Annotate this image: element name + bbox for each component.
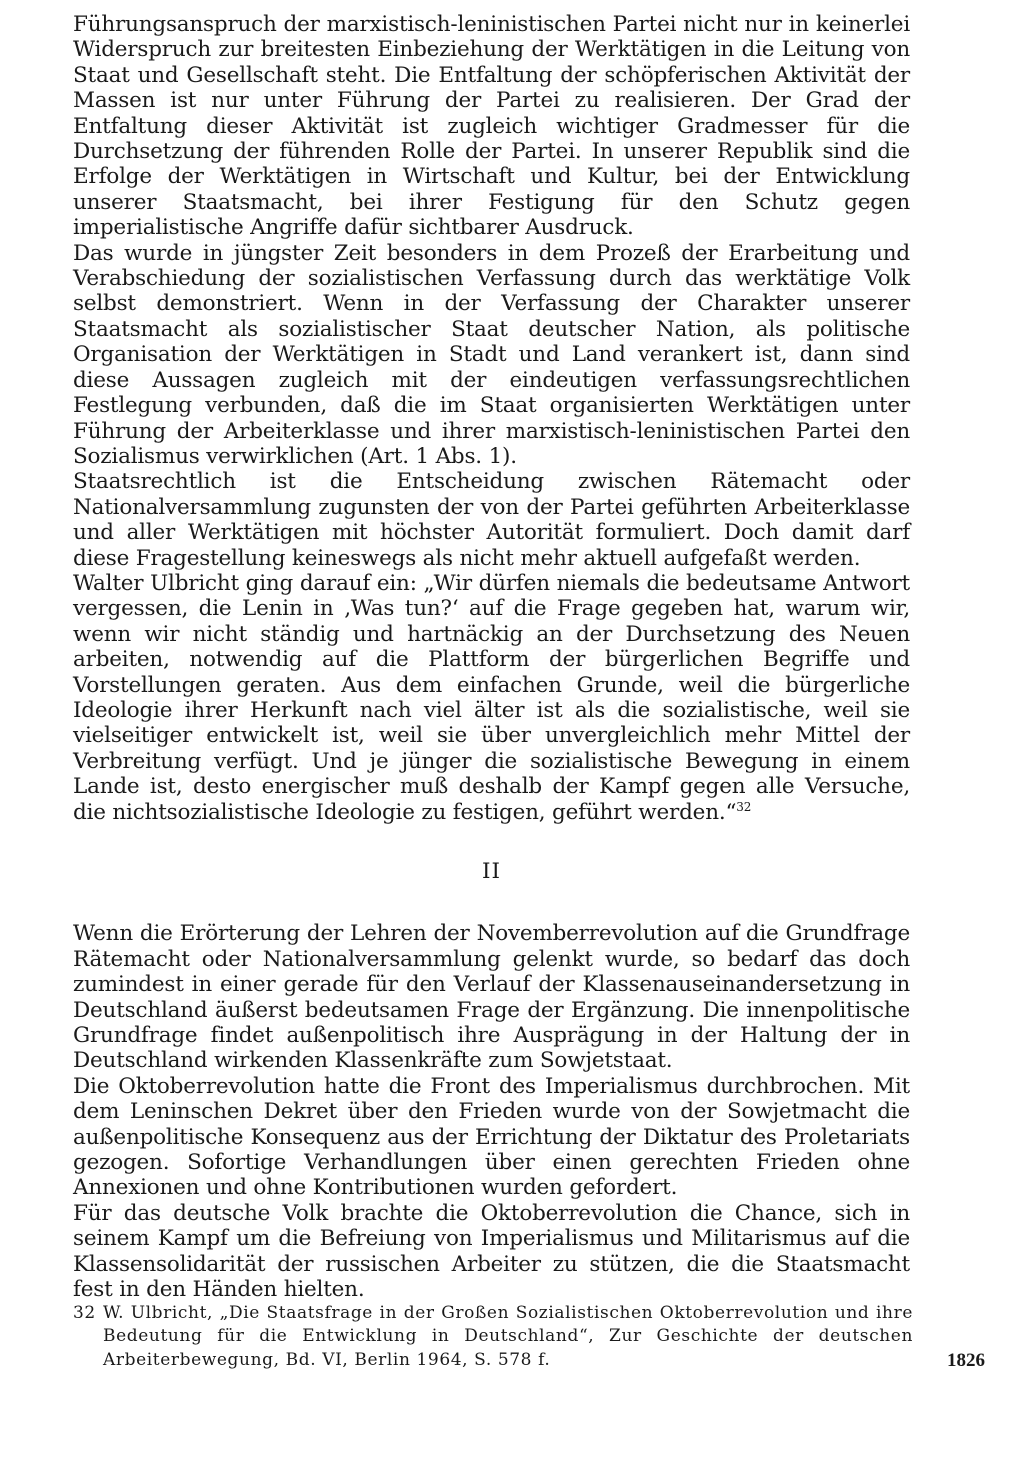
section-heading: II — [482, 859, 501, 884]
paragraph-3: Staatsrechtlich ist die Entscheidung zwischen Rätemacht oder Nationalversammlung zugunsten der von der Partei geführten Arbeiterklasse und aller Werktätigen mit höchster Autorität formuliert. Doch damit darf diese Fragestellung keineswegs als nicht mehr aktuell aufgefaßt werden. — [73, 469, 910, 571]
quote-text: Walter Ulbricht ging darauf ein: „Wir dürfen niemals die bedeutsame Antwort vergessen, die Lenin in ‚Was tun?‘ auf die Frage gegeben hat, warum wir, wenn wir nicht ständig und hartnäckig an der Durchsetzung des Neuen arbeiten, notwendig auf die Plattform der bürgerlichen Begriffe und Vorstellungen geraten. Aus dem einfachen Grunde, weil die bürgerliche Ideologie ihrer Herkunft nach viel älter ist als die sozialistische, weil sie vielseitiger entwickelt ist, weil sie über unvergleichlich mehr Mittel der Verbreitung verfügt. Und je jünger die sozialistische Bewegung in einem Lande ist, desto energischer muß deshalb der Kampf gegen alle Versuche, die nichtsozialistische Ideologie zu festigen, geführt werden.“ — [73, 570, 910, 825]
main-text — [73, 12, 910, 1303]
paragraph-5: Wenn die Erörterung der Lehren der Novemberrevolution auf die Grundfrage Rätemacht oder Nationalversammlung gelenkt wurde, so bedarf das doch zumindest in einer gerade für den Verlauf der Klassenauseinandersetzung in Deutschland äußerst bedeutsamen Frage der Ergänzung. Die innenpolitische Grundfrage findet außenpolitisch ihre Ausprägung in der Haltung der in Deutschland wirkenden Klassenkräfte zum Sowjetstaat. — [73, 921, 910, 1074]
paragraph-2: Das wurde in jüngster Zeit besonders in dem Prozeß der Erarbeitung und Verabschiedung der sozialistischen Verfassung durch das werktätige Volk selbst demonstriert. Wenn in der Verfassung der Charakter unserer Staatsmacht als sozialistischer Staat deutscher Nation, als politische Organisation der Werktätigen in Stadt und Land verankert ist, dann sind diese Aussagen zugleich mit der eindeutigen verfassungsrechtlichen Festlegung verbunden, daß die im Staat organisierten Werktätigen unter Führung der Arbeiterklasse und ihrer marxistisch-leninistischen Partei den Sozialismus verwirklichen (Art. 1 Abs. 1). — [73, 240, 910, 469]
footnote-entry — [73, 1302, 913, 1372]
paragraph-7: Für das deutsche Volk brachte die Oktoberrevolution die Chance, sich in seinem Kampf um die Befreiung von Imperialismus und Militarismus auf die Klassensolidarität der russischen Arbeiter zu stützen, die die Staatsmacht fest in den Händen hielten. — [73, 1200, 910, 1303]
footnote-text: W. Ulbricht, „Die Staatsfrage in der Großen Sozialistischen Oktoberrevolution und ihre Bedeutung für die Entwicklung in Deutschland“, Zur Geschichte der deutschen Arbeiterbewegung, Bd. VI, Berlin 1964, S. 578 f. — [103, 1303, 913, 1370]
paragraph-1: Führungsanspruch der marxistisch-leninistischen Partei nicht nur in keinerlei Widerspruch zur breitesten Einbeziehung der Werktätigen in die Leitung von Staat und Gesellschaft steht. Die Entfaltung der schöpferischen Aktivität der Massen ist nur unter Führung der Partei zu realisieren. Der Grad der Entfaltung dieser Aktivität ist zugleich wichtiger Gradmesser für die Durchsetzung der führenden Rolle der Partei. In unserer Republik sind die Erfolge der Werktätigen in Wirtschaft und Kultur, bei der Entwicklung unserer Staatsmacht, bei ihrer Festigung für den Schutz gegen imperialistische Angriffe dafür sichtbarer Ausdruck. — [73, 12, 910, 241]
page-number: 1826 — [947, 1350, 985, 1371]
footnote-number: 32 — [73, 1303, 96, 1323]
footnote-reference: 32 — [736, 799, 752, 814]
footnote — [73, 1302, 913, 1372]
paragraph-4 — [73, 571, 910, 825]
paragraph-6: Die Oktoberrevolution hatte die Front des Imperialismus durchbrochen. Mit dem Leninschen Dekret über den Frieden wurde von der Sowjetmacht die außenpolitische Konsequenz aus der Errichtung der Diktatur des Proletariats gezogen. Sofortige Verhandlungen über einen gerechten Frieden ohne Annexionen und ohne Kontributionen wurden gefordert. — [73, 1073, 910, 1201]
